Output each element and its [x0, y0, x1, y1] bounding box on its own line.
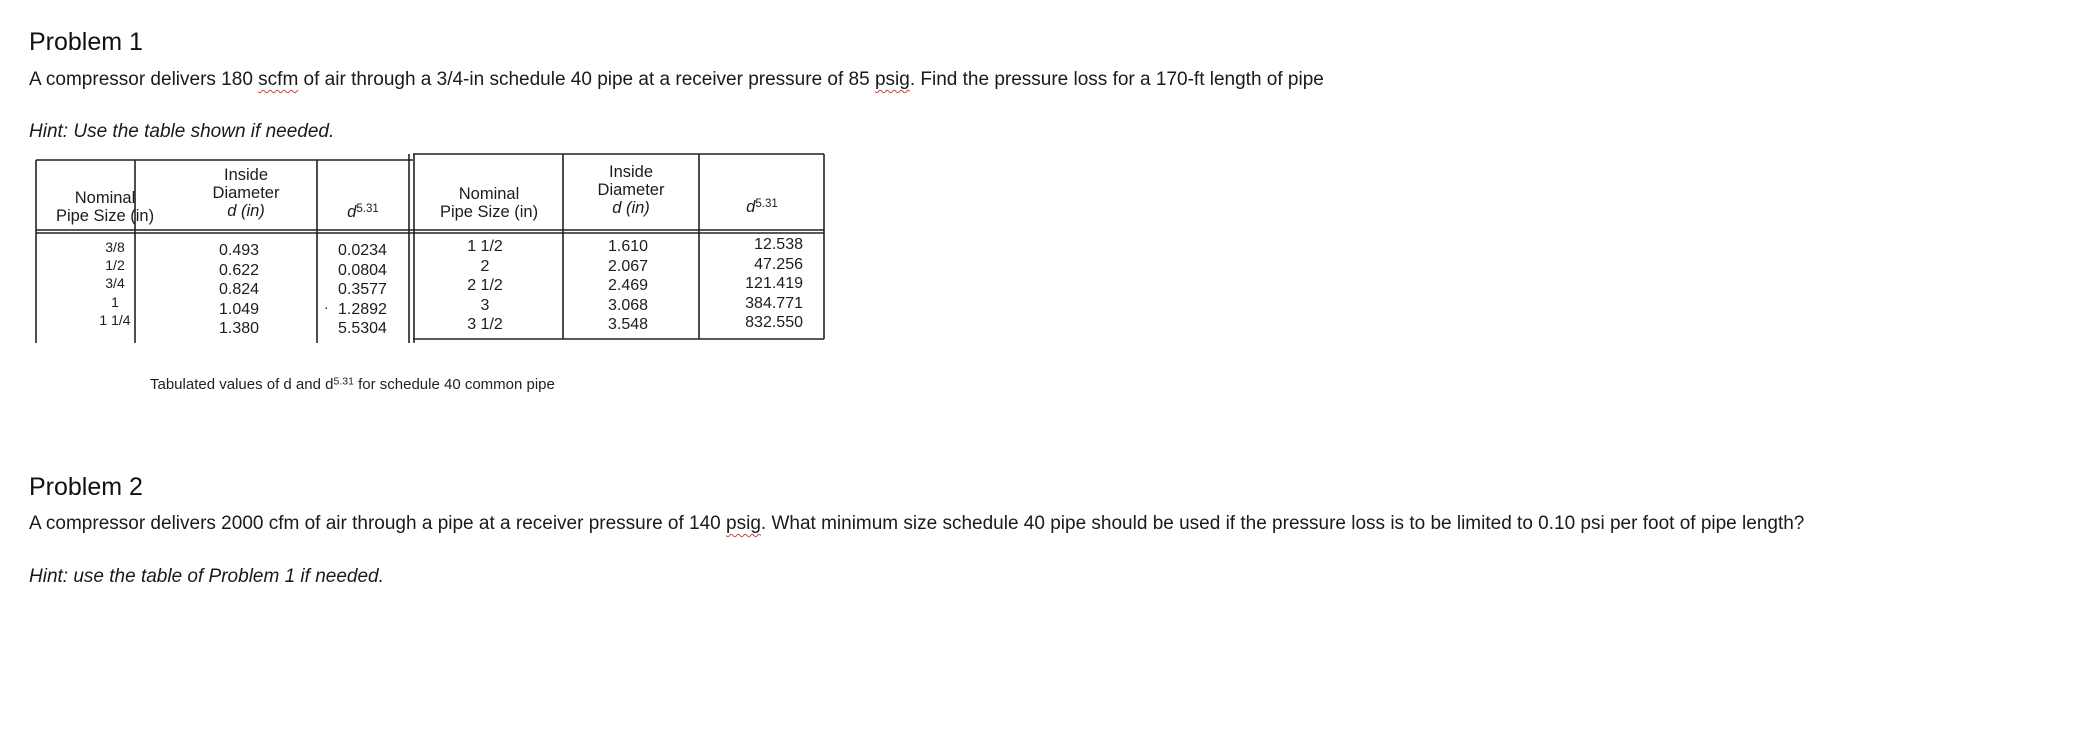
sizes-col-right [455, 237, 515, 335]
diameter-cell: 2.469 [608, 277, 649, 295]
diameter-cell: 0.493 [219, 242, 260, 259]
d531-cell: 1.2892 [338, 300, 387, 318]
problem1-text-end: . Find the pressure loss for a 170-ft length of pipe [909, 69, 1324, 90]
header-nominal-line1: Nominal [74, 189, 136, 207]
pipe-table [35, 153, 825, 345]
d531-cell: 0.0234 [338, 242, 387, 259]
d531-cell: 121.419 [745, 275, 803, 293]
size-cell: 1 1/4 [99, 311, 131, 328]
diameter-cell: 1.049 [219, 300, 260, 318]
header-d-exp: 5.31 [755, 197, 778, 210]
caption-superscript: 5.31 [333, 375, 354, 388]
header-d531-left [317, 203, 409, 221]
diameter-cell: 3.548 [608, 316, 649, 334]
problem1-text-mid: of air through a 3/4-in schedule 40 pipe at a receiver pressure of 85 [298, 69, 875, 90]
problem2-text-end: . What minimum size schedule 40 pipe should be used if the pressure loss is to be limited to 0.10 psi per foot of pipe length? [760, 513, 1805, 534]
table-caption [150, 376, 555, 393]
size-cell: 1 [111, 293, 119, 310]
size-cell: 1 1/2 [467, 238, 503, 255]
d531-col-left [338, 241, 387, 339]
diameter-cell: 2.067 [608, 257, 649, 275]
d531-cell: 0.0804 [338, 261, 387, 279]
problem1-heading: Problem 1 [29, 28, 143, 56]
size-cell: 3/8 [105, 239, 125, 255]
header-nominal-line1: Nominal [458, 185, 520, 203]
diameter-col-left [219, 241, 259, 339]
size-cell: 3 1/2 [467, 316, 503, 334]
caption-text-end: for schedule 40 common pipe [353, 376, 555, 393]
header-inside-line1: Inside [223, 166, 269, 184]
header-d531-right [699, 198, 825, 216]
sizes-col-left [95, 238, 135, 329]
diameter-cell: 1.610 [608, 238, 649, 255]
header-d-exp: 5.31 [356, 202, 379, 215]
header-din-line3: d (in) [227, 202, 265, 220]
problem1-hint: Hint: Use the table shown if needed. [29, 121, 335, 142]
spell-flag-psig: psig [874, 69, 910, 90]
d531-col-right [719, 235, 803, 333]
size-cell: 2 1/2 [467, 277, 503, 295]
problem2-heading: Problem 2 [29, 473, 143, 501]
d531-cell: 12.538 [754, 236, 803, 253]
problem1-text [29, 69, 1324, 91]
d531-cell: 47.256 [754, 255, 803, 273]
header-diameter-left [175, 166, 317, 220]
problem2-text-start: A compressor delivers 2000 cfm of air through a pipe at a receiver pressure of 140 [29, 513, 727, 534]
header-nominal-right [415, 185, 563, 221]
problem2-hint: Hint: use the table of Problem 1 if needed. [29, 566, 384, 587]
pipe-table-lines [35, 153, 825, 345]
header-nominal-left [35, 189, 175, 225]
d531-cell: 832.550 [745, 314, 803, 332]
diameter-col-right [608, 237, 648, 335]
header-diameter-right [563, 163, 699, 217]
diameter-cell: 0.622 [219, 261, 260, 279]
header-d-base: d [746, 198, 756, 216]
size-cell: 1/2 [105, 257, 125, 274]
header-din-line3: d (in) [612, 199, 650, 217]
d531-cell: 5.5304 [338, 320, 387, 338]
d531-cell: 0.3577 [338, 281, 387, 299]
problem1-text-start: A compressor delivers 180 [29, 69, 259, 90]
diameter-cell: 1.380 [219, 320, 260, 338]
header-inside-line1: Inside [608, 163, 654, 181]
problem2-text [29, 513, 1804, 535]
stray-dot: · [324, 299, 329, 315]
caption-text-start: Tabulated values of d and d [150, 376, 334, 393]
header-nominal-line2: Pipe Size (in) [55, 207, 155, 225]
header-diameter-line2: Diameter [597, 181, 665, 199]
diameter-cell: 0.824 [219, 281, 260, 299]
d531-cell: 384.771 [745, 294, 803, 312]
header-diameter-line2: Diameter [212, 184, 280, 202]
spell-flag-psig: psig [726, 513, 761, 534]
header-nominal-line2: Pipe Size (in) [439, 203, 539, 221]
header-d-base: d [347, 203, 357, 221]
spell-flag-scfm: scfm [258, 69, 299, 90]
diameter-cell: 3.068 [608, 296, 649, 314]
size-cell: 2 [480, 257, 490, 275]
size-cell: 3 [480, 296, 490, 314]
size-cell: 3/4 [105, 275, 125, 292]
